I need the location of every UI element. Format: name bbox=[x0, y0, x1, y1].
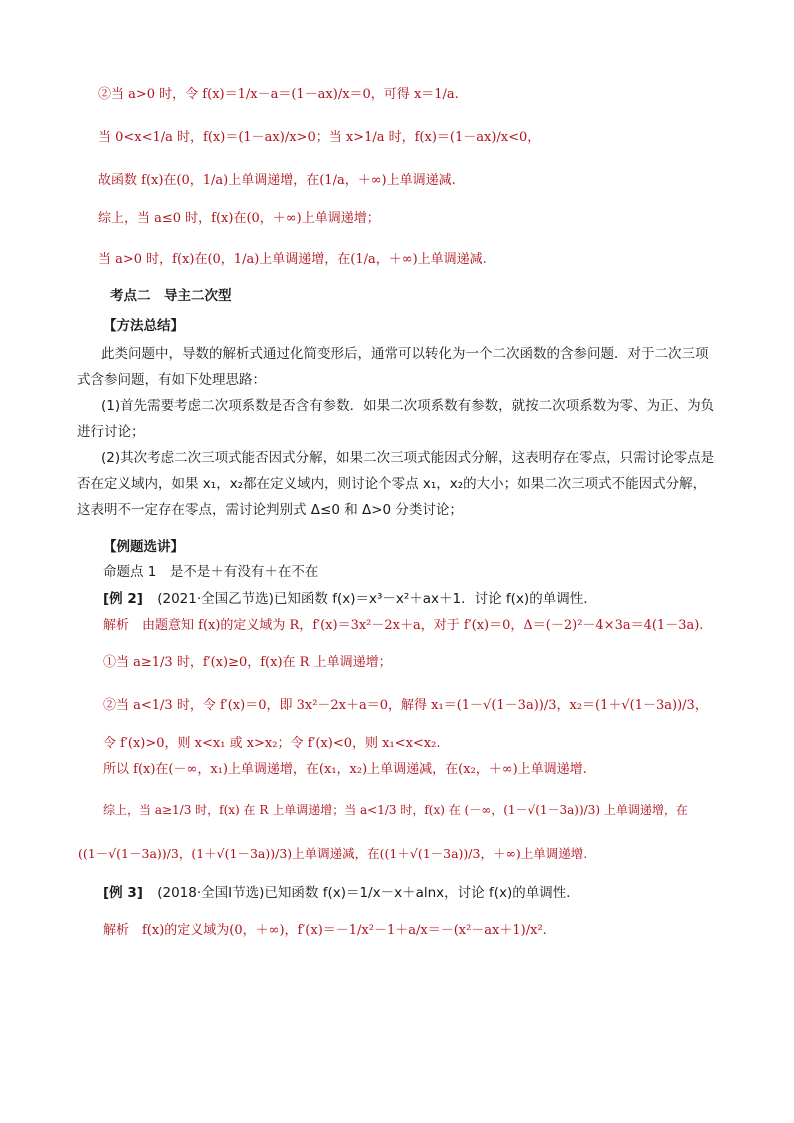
example-3-question bbox=[103, 884, 580, 902]
method-paragraph-2: (1)首先需要考虑二次项系数是否含有参数．如果二次项系数有参数，就按二次项系数为零、为正、为负进行讨论； bbox=[77, 398, 715, 440]
example-3-text: (2018·全国Ⅰ节选)已知函数 f(x)＝1/x－x＋alnx，讨论 f(x)的单调性． bbox=[157, 885, 580, 901]
method-summary-title: 【方法总结】 bbox=[103, 318, 184, 334]
example-2-solution-4: 令 f′(x)>0，则 x<x₁ 或 x>x₂；令 f′(x)<0，则 x₁<x<x₂. bbox=[103, 736, 441, 751]
example-2-solution-2: ①当 a≥1/3 时，f′(x)≥0，f(x)在 R 上单调递增； bbox=[103, 655, 392, 670]
example-2-label: [例 2] bbox=[103, 591, 143, 607]
section-heading: 考点二 导主二次型 bbox=[110, 288, 232, 304]
example-3-solution-1: 解析 f(x)的定义域为(0，＋∞)，f′(x)＝－1/x²－1＋a/x＝－(x²－ax＋1)/x². bbox=[103, 923, 547, 938]
solution-line-1: ②当 a>0 时，令 f(x)＝1/x－a＝(1－ax)/x＝0，可得 x＝1/a. bbox=[98, 87, 459, 102]
example-2-solution-1: 解析 由题意知 f(x)的定义域为 R，f′(x)＝3x²－2x＋a，对于 f′(x)＝0，Δ＝(－2)²－4×3a＝4(1－3a). bbox=[103, 618, 704, 633]
method-paragraph-3: (2)其次考虑二次三项式能否因式分解，如果二次三项式能因式分解，这表明存在零点，只需讨论零点是否在定义域内，如果 x₁，x₂都在定义域内，则讨论个零点 x₁，x₂的大小；如果二次三项式不能因式分解，这表明不一定存在零点，需讨论判别式 Δ≤0 和 Δ>0 分类讨论； bbox=[77, 450, 715, 518]
example-3-label: [例 3] bbox=[103, 885, 143, 901]
example-2-text: (2021·全国乙节选)已知函数 f(x)＝x³－x²＋ax＋1．讨论 f(x)的单调性． bbox=[157, 591, 597, 607]
example-2-solution-5: 所以 f(x)在(－∞，x₁)上单调递增，在(x₁，x₂)上单调递减，在(x₂，＋∞)上单调递增. bbox=[103, 762, 587, 777]
solution-line-4: 综上，当 a≤0 时，f(x)在(0，＋∞)上单调递增； bbox=[98, 211, 380, 226]
solution-line-5: 当 a>0 时，f(x)在(0，1/a)上单调递增，在(1/a，＋∞)上单调递减. bbox=[98, 252, 487, 267]
examples-title: 【例题选讲】 bbox=[103, 539, 184, 555]
example-2-solution-6: 综上，当 a≥1/3 时，f(x) 在 R 上单调递增；当 a<1/3 时，f(x) 在 (－∞，(1－√(1－3a))/3) 上单调递增，在 bbox=[103, 803, 688, 817]
example-2-question bbox=[103, 590, 597, 608]
method-paragraph-1: 此类问题中，导数的解析式通过化简变形后，通常可以转化为一个二次函数的含参问题．对于二次三项式含参问题，有如下处理思路： bbox=[77, 346, 709, 388]
example-2-solution-3: ②当 a<1/3 时，令 f′(x)＝0，即 3x²－2x＋a＝0，解得 x₁＝(1－√(1－3a))/3，x₂＝(1＋√(1－3a))/3， bbox=[103, 698, 708, 713]
example-2-solution-7: ((1－√(1－3a))/3，(1＋√(1－3a))/3)上单调递减，在((1＋√(1－3a))/3，＋∞)上单调递增. bbox=[78, 846, 588, 861]
solution-line-3: 故函数 f(x)在(0，1/a)上单调递增，在(1/a，＋∞)上单调递减. bbox=[98, 173, 456, 188]
topic-point-1: 命题点 1 是不是＋有没有＋在不在 bbox=[103, 564, 319, 580]
solution-line-2: 当 0<x<1/a 时，f(x)＝(1－ax)/x>0；当 x>1/a 时，f(x)＝(1－ax)/x<0， bbox=[98, 130, 541, 145]
